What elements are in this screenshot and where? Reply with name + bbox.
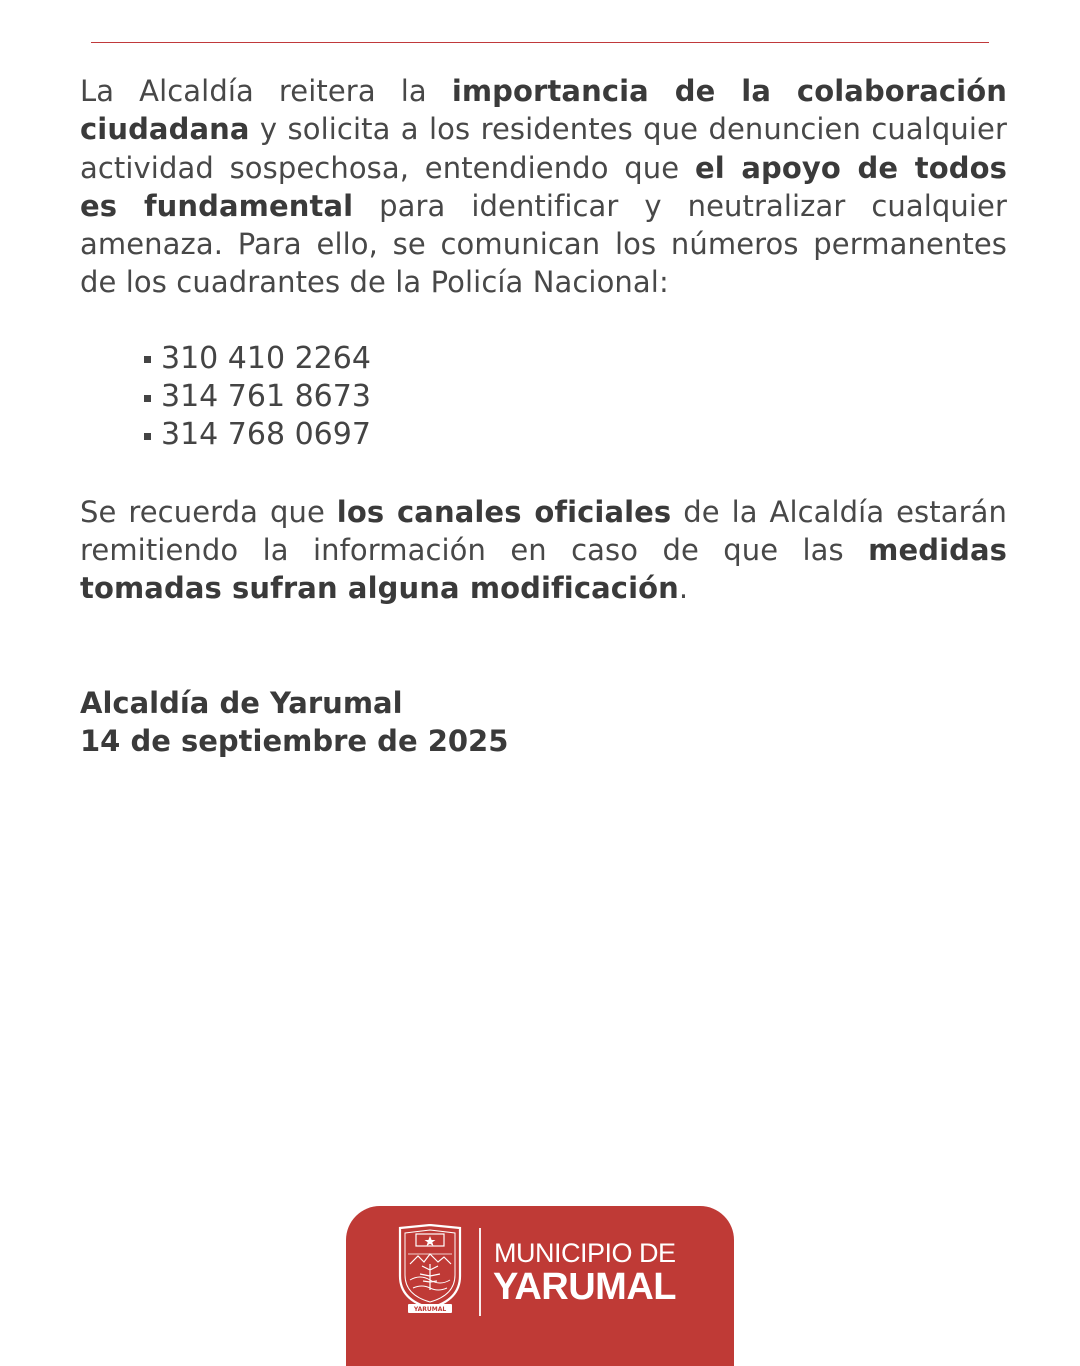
municipality-logo [346, 1206, 734, 1366]
list-item [144, 340, 1007, 378]
bold-span: el apoyo de todos es fundamental [80, 150, 1008, 223]
text-span: La Alcaldía reitera la [80, 74, 452, 108]
top-divider [91, 42, 989, 43]
phone-number: 314 768 0697 [161, 417, 371, 453]
paragraph-collaboration [80, 72, 1007, 302]
signature-name: Alcaldía de Yarumal [80, 685, 403, 720]
list-item [144, 378, 1007, 416]
logo-municipio-text: MUNICIPIO DE [494, 1238, 676, 1268]
text-span: Se recuerda que [80, 494, 337, 529]
bold-span: importancia de la colaboración ciudadana [80, 74, 1007, 147]
coat-of-arms-icon [396, 1224, 464, 1314]
phone-number: 310 410 2264 [161, 340, 371, 376]
signature-date: 14 de septiembre de 2025 [80, 723, 509, 758]
text-span: para identificar y neutralizar cualquier amenaza. Para ello, se comunican los números permanentes de los cuadrantes de la Policía Nacional: [80, 188, 1007, 300]
bullet-icon [144, 433, 151, 440]
shield-caption: YARUMAL [413, 1306, 447, 1313]
phone-list [80, 340, 1007, 455]
bullet-icon [144, 395, 151, 402]
phone-number: 314 761 8673 [161, 379, 371, 415]
paragraph-official-channels [80, 493, 1007, 608]
logo-divider [479, 1228, 481, 1316]
bullet-icon [144, 356, 151, 363]
text-span: de la Alcaldía estarán remitiendo la información en caso de que las [80, 494, 1007, 567]
list-item [144, 416, 1007, 454]
bold-span: medidas tomadas sufran alguna modificación [80, 532, 1007, 606]
signature-block [80, 684, 1007, 761]
document-body [80, 72, 1007, 760]
bold-span: los canales oficiales [336, 494, 672, 529]
logo-yarumal-text: YARUMAL [493, 1266, 676, 1308]
text-span: y solicita a los residentes que denuncien cualquier actividad sospechosa, entendiendo que [80, 112, 1007, 185]
text-span: . [678, 571, 689, 606]
